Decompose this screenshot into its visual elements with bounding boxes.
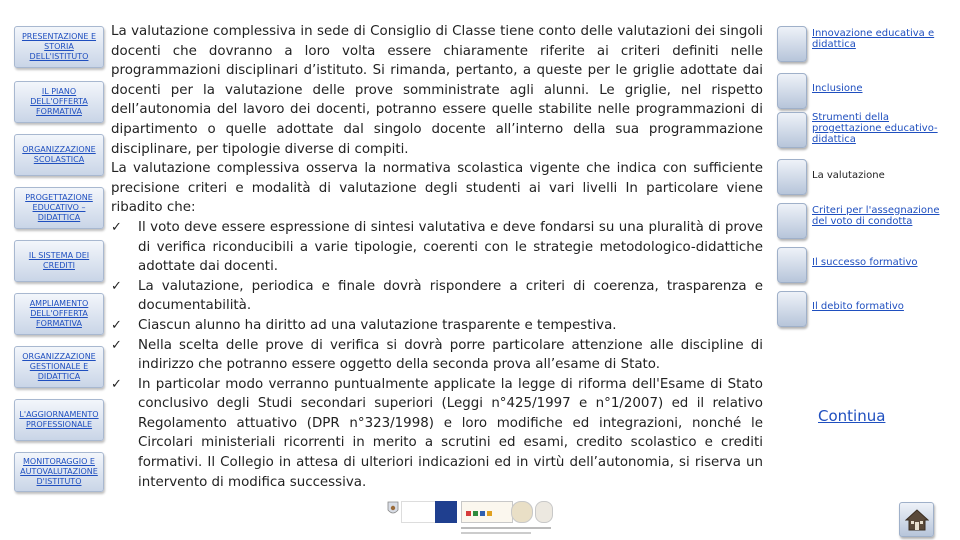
list-item — [111, 316, 763, 336]
right-nav-link-innovazione[interactable]: Innovazione educativa e didattica — [812, 28, 935, 50]
right-nav-button[interactable] — [777, 112, 807, 148]
right-nav-item-innovazione — [775, 24, 945, 64]
list-item-text: Il voto deve essere espressione di sintesi valutativa e deve fondarsi su una pluralità di prove di verifica riconducibili a varie tipologie, coerenti con le strategie metodologico-didattiche adottate dai docenti. — [138, 219, 763, 275]
list-item — [111, 277, 763, 316]
right-nav-button[interactable] — [777, 73, 807, 109]
list-item-text: Ciascun alunno ha diritto ad una valutazione trasparente e tempestiva. — [138, 317, 617, 333]
right-nav-link-successo[interactable]: Il successo formativo — [812, 257, 918, 268]
main-content — [111, 22, 763, 492]
right-nav-link-inclusione[interactable]: Inclusione — [812, 83, 863, 94]
list-item — [111, 218, 763, 277]
nav-presentazione-button[interactable]: PRESENTAZIONE E STORIA DELL'ISTITUTO — [14, 26, 104, 68]
right-nav-button[interactable] — [777, 159, 807, 195]
nav-ampliamento-button[interactable]: AMPLIAMENTO DELL'OFFERTA FORMATIVA — [14, 293, 104, 335]
right-nav-item-strumenti — [775, 110, 945, 150]
nav-sistema-crediti-button[interactable]: IL SISTEMA DEI CREDITI — [14, 240, 104, 282]
right-nav-link-strumenti[interactable]: Strumenti della progettazione educativo-didattica — [812, 112, 938, 145]
right-nav-button[interactable] — [777, 26, 807, 62]
right-nav-button[interactable] — [777, 291, 807, 327]
emblem-logo — [535, 501, 553, 523]
right-nav-label-valutazione: La valutazione — [812, 170, 885, 181]
check-icon: ✓ — [111, 337, 122, 353]
school-logo — [461, 501, 513, 523]
check-icon: ✓ — [111, 317, 122, 333]
right-nav-item-successo — [775, 245, 945, 285]
paragraph-valutazione: La valutazione complessiva in sede di Consiglio di Classe tiene conto delle valutazioni dei singoli docenti che dovranno a loro volta essere chiaramente riferite ai criteri definiti nelle programmazioni disciplinari d’istituto. Si rimanda, pertanto, a queste per le griglie adottate dai docenti per la valutazione delle prove somministrate agli alunni. Le griglie, nel rispetto dell’autonomia del lavoro dei docenti, potranno essere quelle stabilite nelle programmazioni di dipartimento o quelle adottate dal singolo docente all’interno della sua programmazione disciplinare, per tipologie diverse di compiti. — [111, 24, 763, 157]
right-nav-link-condotta[interactable]: Criteri per l'assegnazione del voto di condotta — [812, 205, 940, 227]
nav-organizzazione-scolastica-button[interactable]: ORGANIZZAZIONE SCOLASTICA — [14, 134, 104, 176]
right-nav-button[interactable] — [777, 247, 807, 283]
home-icon — [905, 509, 929, 531]
coat-of-arms-logo — [387, 501, 399, 517]
paragraph-normativa: La valutazione complessiva osserva la normativa scolastica vigente che indica con sufficiente precisione criteri e modalità di valutazione degli studenti ai vari livelli In particolare viene ribadito che: — [111, 161, 763, 216]
eu-flag-logo — [435, 501, 457, 523]
seal-logo — [511, 501, 533, 523]
right-nav-item-condotta — [775, 201, 945, 241]
footer-line — [461, 532, 531, 534]
list-item-text: In particolar modo verranno puntualmente applicate la legge di riforma dell'Esame di Stato conclusivo degli Studi secondari superiori (Leggi n°425/1997 e n°1/2007) ed il relativo Regolamento attuativo (DPR n°323/1998) e loro modifiche ed integrazioni, nonché le Circolari ministeriali ricorrenti in merito a scrutini ed esami, credito scolastico e crediti formativi. Il Collegio in attesa di ulteriori indicazioni ed in virtù dell’autonomia, si riserva un intervento di modifica successiva. — [138, 376, 763, 490]
nav-progettazione-button[interactable]: PROGETTAZIONE EDUCATIVO – DIDATTICA — [14, 187, 104, 229]
list-item-text: La valutazione, periodica e finale dovrà rispondere a criteri di coerenza, trasparenza e documentabilità. — [138, 278, 763, 314]
footer-logos — [385, 497, 555, 539]
check-icon: ✓ — [111, 278, 122, 294]
right-nav-item-debito — [775, 289, 945, 329]
nav-organizzazione-gestionale-button[interactable]: ORGANIZZAZIONE GESTIONALE E DIDATTICA — [14, 346, 104, 388]
nav-piano-offerta-button[interactable]: IL PIANO DELL'OFFERTA FORMATIVA — [14, 81, 104, 123]
list-item — [111, 336, 763, 375]
list-item-text: Nella scelta delle prove di verifica si dovrà porre particolare attenzione alle discipline di indirizzo che potranno essere oggetto della seconda prova all’esame di Stato. — [138, 337, 763, 373]
continua-link[interactable]: Continua — [818, 407, 886, 425]
nav-aggiornamento-button[interactable]: L'AGGIORNAMENTO PROFESSIONALE — [14, 399, 104, 441]
list-item — [111, 375, 763, 493]
footer-line — [461, 527, 551, 529]
right-nav-item-inclusione — [775, 71, 945, 111]
check-icon: ✓ — [111, 219, 122, 235]
nav-monitoraggio-button[interactable]: MONITORAGGIO E AUTOVALUTAZIONE D'ISTITUTO — [14, 452, 104, 492]
criteria-list — [111, 218, 763, 492]
home-button[interactable] — [899, 502, 934, 537]
right-nav-link-debito[interactable]: Il debito formativo — [812, 301, 904, 312]
check-icon: ✓ — [111, 376, 122, 392]
right-nav-button[interactable] — [777, 203, 807, 239]
right-nav-item-valutazione — [775, 157, 945, 197]
